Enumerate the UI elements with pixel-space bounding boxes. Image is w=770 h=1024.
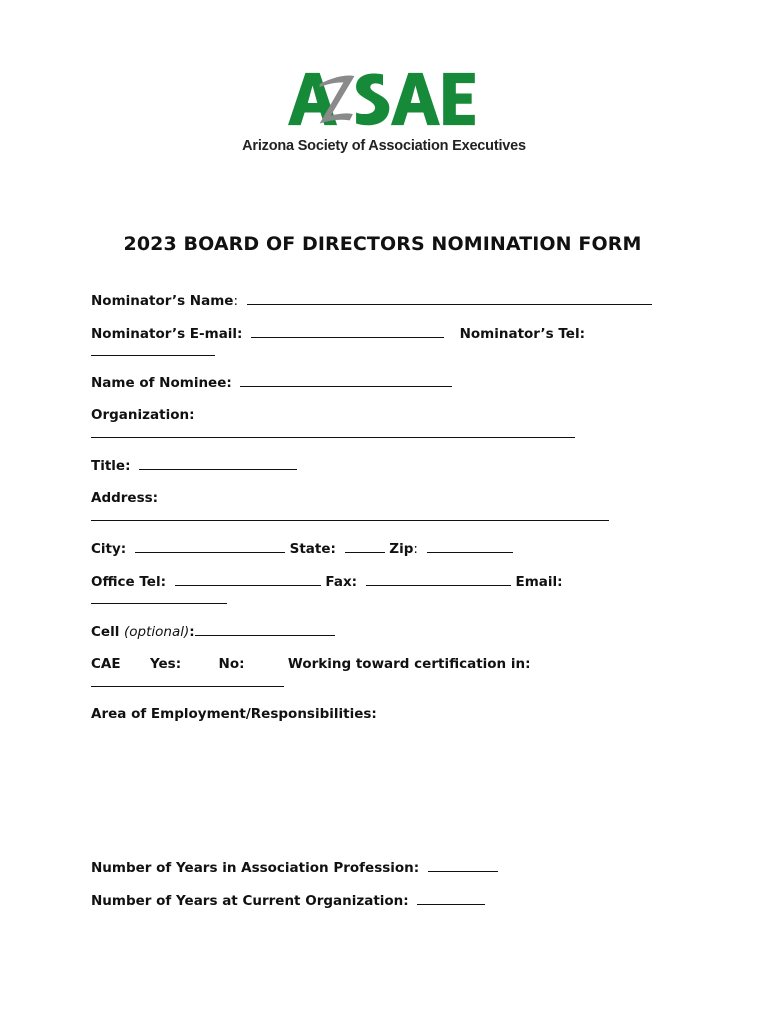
nominator-email-field[interactable] xyxy=(251,324,444,338)
nominee-name-label: Name of Nominee: xyxy=(91,375,232,391)
city-field[interactable] xyxy=(135,539,285,553)
title-row xyxy=(91,456,297,475)
organization-label: Organization: xyxy=(91,407,195,423)
nominator-tel-field[interactable] xyxy=(91,342,215,356)
office-tel-label: Office Tel: xyxy=(91,574,166,590)
email-label: Email: xyxy=(515,574,563,590)
cell-label: Cell xyxy=(91,624,120,640)
zip-field[interactable] xyxy=(427,539,513,553)
nominator-tel-label: Nominator’s Tel: xyxy=(459,326,585,342)
working-toward-label: Working toward certification in: xyxy=(287,656,531,672)
nominator-name-colon: : xyxy=(233,293,238,309)
nominee-name-row xyxy=(91,373,452,392)
cae-no-option[interactable]: No: xyxy=(218,656,245,672)
fax-field[interactable] xyxy=(366,572,511,586)
years-org-field[interactable] xyxy=(417,891,485,905)
fax-label: Fax: xyxy=(325,574,358,590)
office-tel-field[interactable] xyxy=(175,572,321,586)
nominator-name-row xyxy=(91,291,652,310)
years-profession-label: Number of Years in Association Profession: xyxy=(91,860,420,876)
title-field[interactable] xyxy=(139,456,297,470)
working-toward-field[interactable] xyxy=(91,673,284,687)
nominator-tel-field-row xyxy=(91,342,215,361)
organization-field-row xyxy=(91,424,575,443)
zip-colon: : xyxy=(413,541,418,557)
city-label: City: xyxy=(91,541,127,557)
nominee-name-field[interactable] xyxy=(240,373,452,387)
nominator-name-label: Nominator’s Name xyxy=(91,293,234,309)
address-row xyxy=(91,489,158,507)
address-field-row xyxy=(91,507,609,526)
nominator-email-label: Nominator’s E-mail: xyxy=(91,326,243,342)
address-field[interactable] xyxy=(91,507,609,521)
form-title: 2023 BOARD OF DIRECTORS NOMINATION FORM xyxy=(123,233,642,255)
city-state-zip-row xyxy=(91,539,513,558)
area-row xyxy=(91,705,377,723)
office-fax-email-row xyxy=(91,572,563,591)
years-profession-field[interactable] xyxy=(428,858,498,872)
address-label: Address: xyxy=(91,490,159,506)
years-org-row xyxy=(91,891,485,910)
state-label: State: xyxy=(289,541,336,557)
area-label: Area of Employment/Responsibilities: xyxy=(91,706,377,722)
state-field[interactable] xyxy=(345,539,385,553)
email-field[interactable] xyxy=(91,590,227,604)
azsae-logo xyxy=(238,60,530,160)
years-org-label: Number of Years at Current Organization: xyxy=(91,893,409,909)
cae-label: CAE xyxy=(91,656,121,672)
cell-optional-note: (optional) xyxy=(124,624,190,640)
cae-yes-option[interactable]: Yes: xyxy=(149,656,182,672)
email-field-row xyxy=(91,590,227,609)
years-profession-row xyxy=(91,858,498,877)
azsae-logo-mark xyxy=(288,60,478,138)
cell-colon: : xyxy=(189,624,195,640)
logo-subtitle: Arizona Society of Association Executives xyxy=(242,138,526,154)
nominator-contact-row xyxy=(91,324,585,343)
organization-row xyxy=(91,406,194,424)
cell-row xyxy=(91,622,335,641)
cell-field[interactable] xyxy=(195,622,335,636)
title-label: Title: xyxy=(91,458,131,474)
zip-label: Zip xyxy=(389,541,414,557)
nominator-name-field[interactable] xyxy=(247,291,652,305)
working-toward-field-row xyxy=(91,673,284,692)
organization-field[interactable] xyxy=(91,424,575,438)
cae-row xyxy=(91,655,531,673)
